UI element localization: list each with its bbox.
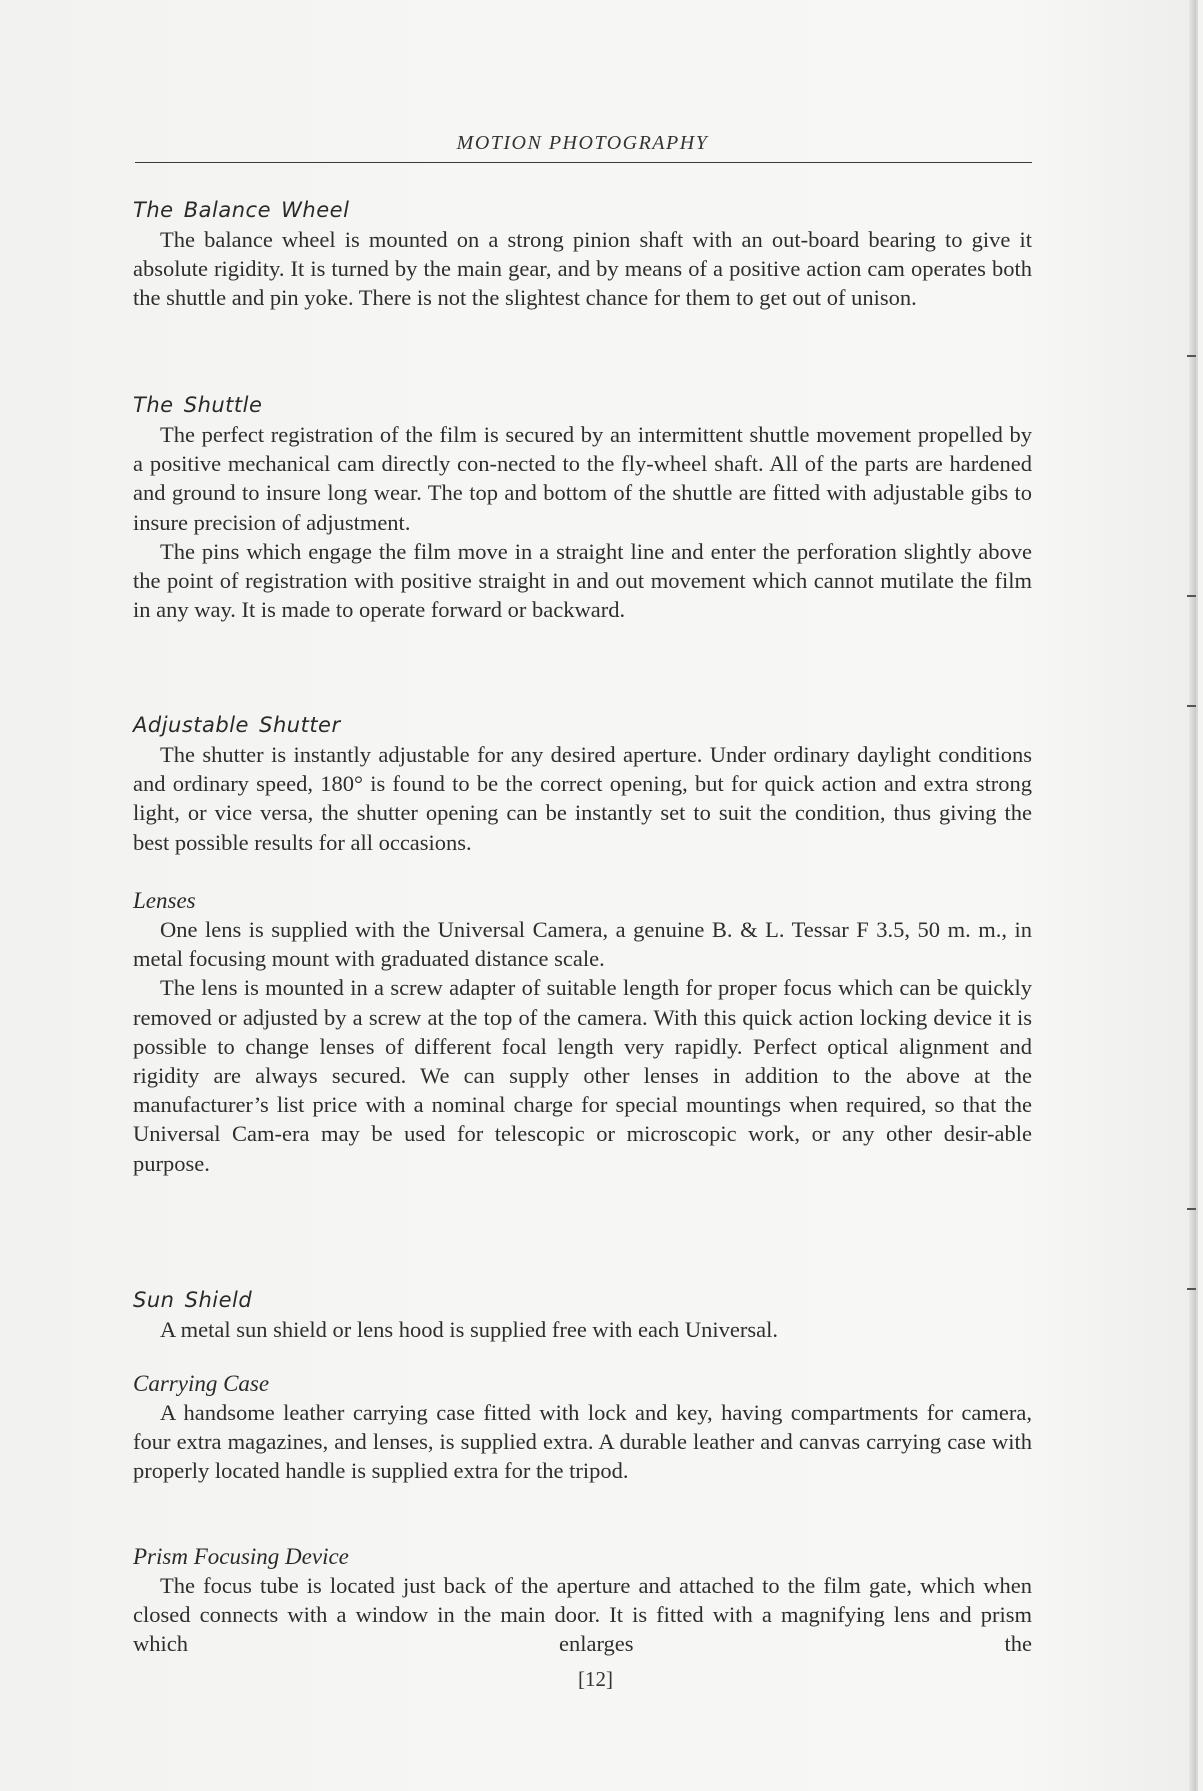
paragraph: A metal sun shield or lens hood is supplied free with each Universal. xyxy=(160,1317,778,1342)
margin-mark xyxy=(1187,355,1196,357)
section-sun-shield xyxy=(133,1286,1032,1344)
paragraph: The pins which engage the film move in a straight line and enter the perforation slightly above the point of registration with positive straight in and out movement which cannot mutilate the film in any way. It is made to operate forward or backward. xyxy=(133,538,1032,623)
section-heading: Carrying Case xyxy=(133,1371,270,1396)
margin-mark xyxy=(1187,705,1196,707)
section-lenses xyxy=(133,886,1032,1178)
paragraph: The lens is mounted in a screw adapter of suitable length for proper focus which can be quickly removed or adjusted by a screw at the top of the camera. With this quick action locking device it is possible to change lenses of different focal length very rapidly. Perfect optical alignment and rigidity are always secured. We can supply other lenses in addition to the above at the manufacturer’s list price with a nominal charge for special mountings when required, so that the Universal Cam-era may be used for telescopic or microscopic work, or any other desir-able purpose. xyxy=(133,975,1032,1176)
section-heading: Lenses xyxy=(133,888,196,913)
paragraph: The perfect registration of the film is secured by an intermittent shuttle movement propelled by a positive mechanical cam directly con-nected to the fly-wheel shaft. All of the parts are hardened and ground to insure long wear. The top and bottom of the shuttle are fitted with adjustable gibs to insure precision of adjustment. xyxy=(133,422,1032,535)
paragraph: One lens is supplied with the Universal Camera, a genuine B. & L. Tessar F 3.5, 50 m. m., in metal focusing mount with graduated distance scale. xyxy=(133,917,1032,972)
section-heading: Sun Shield xyxy=(133,1288,253,1312)
page-edge-shadow xyxy=(1189,0,1196,1791)
paragraph: The balance wheel is mounted on a strong pinion shaft with an out-board bearing to give it absolute rigidity. It is turned by the main gear, and by means of a positive action cam operates both the shuttle and pin yoke. There is not the slightest chance for them to get out of unison. xyxy=(133,227,1032,311)
margin-mark xyxy=(1187,1288,1196,1290)
section-adjustable-shutter xyxy=(133,711,1032,857)
section-carrying-case xyxy=(133,1369,1032,1486)
section-heading: Prism Focusing Device xyxy=(133,1544,349,1569)
margin-mark xyxy=(1187,595,1196,597)
header-rule xyxy=(135,162,1032,163)
section-balance-wheel xyxy=(133,196,1032,313)
margin-mark xyxy=(1187,1208,1196,1210)
paragraph: A handsome leather carrying case fitted with lock and key, having compartments for camera, four extra magazines, and lenses, is supplied extra. A durable leather and canvas carrying case with properly located handle is supplied extra for the tripod. xyxy=(133,1400,1032,1484)
paragraph: The shutter is instantly adjustable for any desired aperture. Under ordinary daylight conditions and ordinary speed, 180° is found to be the correct opening, but for quick action and extra strong light, or vice versa, the shutter opening can be instantly set to suit the condition, thus giving the best possible results for all occasions. xyxy=(133,742,1032,855)
running-header: MOTION PHOTOGRAPHY xyxy=(456,132,709,154)
section-shuttle xyxy=(133,391,1032,624)
section-heading: The Shuttle xyxy=(133,393,263,417)
section-prism-focusing-device xyxy=(133,1542,1032,1659)
section-heading: The Balance Wheel xyxy=(133,198,350,222)
section-heading: Adjustable Shutter xyxy=(133,713,341,737)
paragraph: The focus tube is located just back of the aperture and attached to the film gate, which when closed connects with a window in the main door. It is fitted with a magnifying lens and prism which enlarges the xyxy=(133,1573,1032,1657)
page-number: [12] xyxy=(578,1667,613,1691)
page-number-container xyxy=(0,1667,1203,1692)
